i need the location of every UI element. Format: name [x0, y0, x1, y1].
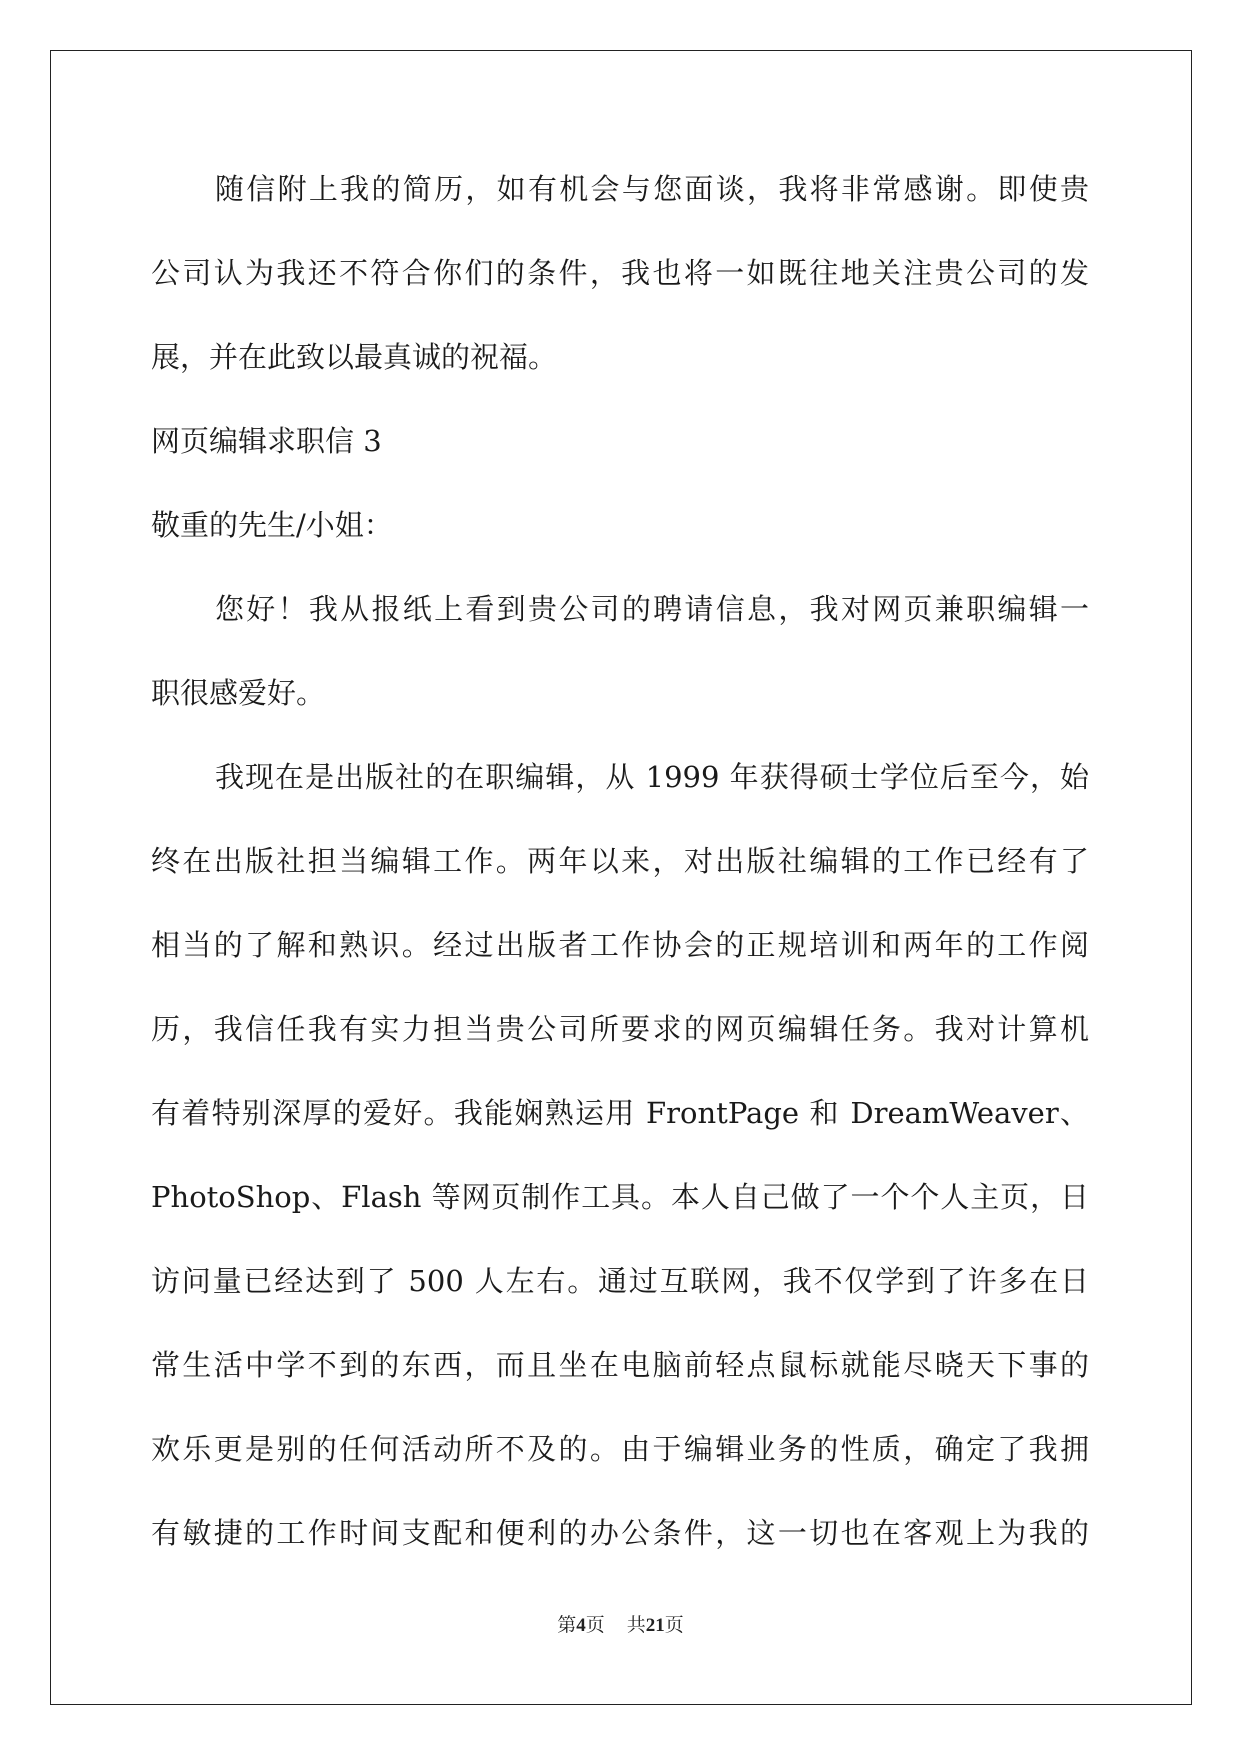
- text-line: 有着特别深厚的爱好。我能娴熟运用 FrontPage 和 DreamWeaver、: [151, 1096, 1089, 1130]
- text-line: 访问量已经达到了 500 人左右。通过互联网，我不仅学到了许多在日: [151, 1264, 1089, 1298]
- footer-total-prefix: 共: [626, 1615, 646, 1636]
- footer-page-unit: 页: [585, 1615, 605, 1636]
- text-line: 敬重的先生/小姐：: [151, 508, 393, 542]
- footer-total-pages: 21: [645, 1615, 665, 1636]
- text-line: 随信附上我的简历，如有机会与您面谈，我将非常感谢。即使贵: [215, 172, 1089, 206]
- text-line: 终在出版社担当编辑工作。两年以来，对出版社编辑的工作已经有了: [151, 844, 1089, 878]
- text-line: 有敏捷的工作时间支配和便利的办公条件，这一切也在客观上为我的: [151, 1516, 1089, 1550]
- text-line: 网页编辑求职信 3: [151, 424, 382, 458]
- text-line: 您好！我从报纸上看到贵公司的聘请信息，我对网页兼职编辑一: [215, 592, 1089, 626]
- footer-total-unit: 页: [664, 1615, 684, 1636]
- text-line: 相当的了解和熟识。经过出版者工作协会的正规培训和两年的工作阅: [151, 928, 1089, 962]
- text-line: 我现在是出版社的在职编辑，从 1999 年获得硕士学位后至今，始: [215, 760, 1089, 794]
- footer-prefix: 第: [557, 1615, 577, 1636]
- text-line: 常生活中学不到的东西，而且坐在电脑前轻点鼠标就能尽晓天下事的: [151, 1348, 1089, 1382]
- text-line: PhotoShop、Flash 等网页制作工具。本人自己做了一个个人主页，日: [151, 1180, 1089, 1214]
- text-line: 历，我信任我有实力担当贵公司所要求的网页编辑任务。我对计算机: [151, 1012, 1089, 1046]
- text-line: 职很感爱好。: [151, 676, 326, 710]
- text-line: 欢乐更是别的任何活动所不及的。由于编辑业务的性质，确定了我拥: [151, 1432, 1089, 1466]
- text-line: 公司认为我还不符合你们的条件，我也将一如既往地关注贵公司的发: [151, 256, 1089, 290]
- document-body: [151, 160, 1089, 1588]
- footer-page-number: 4: [576, 1615, 586, 1636]
- text-line: 展，并在此致以最真诚的祝福。: [151, 340, 558, 374]
- page-footer: [0, 1610, 1241, 1637]
